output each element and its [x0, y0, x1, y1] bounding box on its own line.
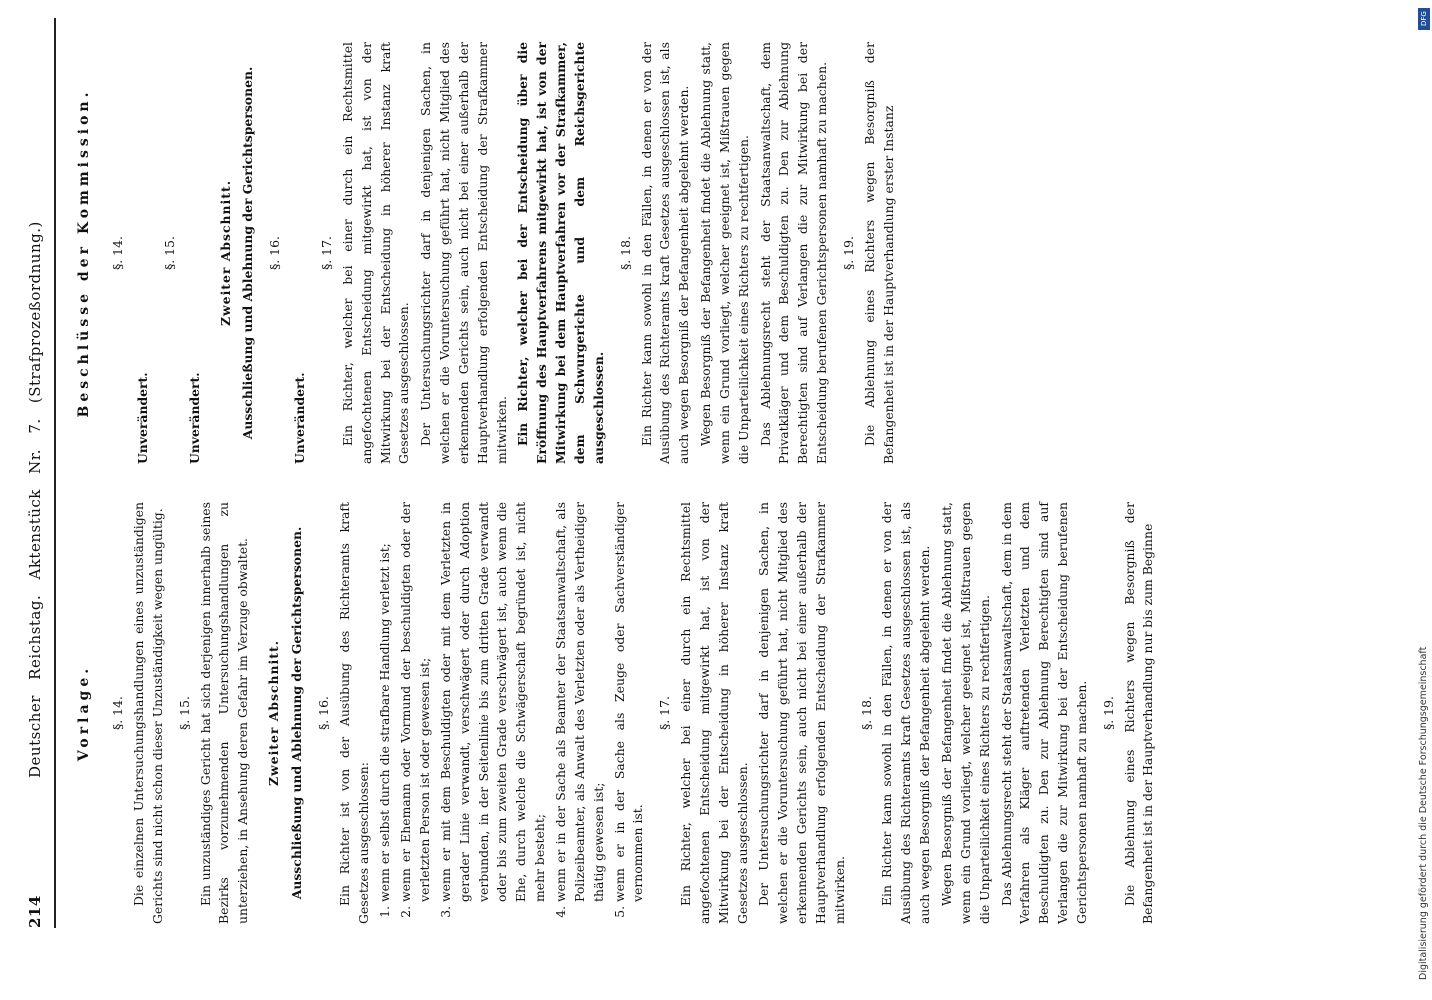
paragraph-text: Ein Richter, welcher bei einer durch ein Rechtsmittel angefochtenen Entscheidung mitgewirkt hat, ist von der Mitwirkung bei der Entscheidung in höherer Instanz kraft Gesetzes ausgeschlossen. — [678, 502, 750, 924]
section-title: Zweiter Abschnitt. — [266, 639, 282, 787]
page-number: 214 — [26, 895, 44, 928]
unchanged-note: Unverändert. — [186, 372, 202, 464]
paragraph-text-added: Ein Richter, welcher bei der Entscheidung über die Eröffnung des Hauptverfahrens mitgewirkt hat, ist von der Mitwirkung bei dem Hauptverfahren vor der Strafkammer, dem Schwurgerichte und dem Reichsgerichte ausgeschlossen. — [515, 42, 606, 464]
paragraph-number: §. 16. — [267, 236, 283, 270]
list-item: 1. wenn er selbst durch die strafbare Handlung verletzt ist; — [376, 502, 395, 902]
paragraph-text: Das Ablehnungsrecht steht der Staatsanwaltschaft, dem Privatkläger und dem Beschuldigten zu. Den zur Ablehnung Berechtigten sind auf Verlangen die zur Mitwirkung bei der Entscheidung berufenen Gerichtspersonen namhaft zu machen. — [757, 42, 830, 464]
paragraph-text: Die einzelnen Untersuchungshandlungen eines unzuständigen Gerichts sind nicht schon dieser Unzuständigkeit wegen ungültig. — [131, 502, 165, 924]
column-beschluesse — [66, 38, 901, 468]
paragraph-text: Die Ablehnung eines Richters wegen Besorgniß der Befangenheit ist in der Hauptverhandlung erster Instanz — [861, 42, 896, 464]
list-item: 5. wenn er in der Sache als Zeuge oder Sachverständiger vernommen ist. — [611, 502, 649, 902]
paragraph-number: §. 15. — [176, 696, 192, 730]
dfg-logo: DFG — [1418, 8, 1430, 30]
column-vorlage — [66, 498, 1161, 928]
list-item: 2. wenn er Ehemann oder Vormund der beschuldigten oder der verletzten Person ist oder gewesen ist; — [397, 502, 435, 902]
paragraph-text: Ein Richter ist von der Ausübung des Richteramts kraft Gesetzes ausgeschlossen: — [336, 502, 371, 924]
header-rule — [54, 18, 56, 928]
section-subtitle: Ausschließung und Ablehnung der Gerichtspersonen. — [289, 526, 305, 900]
paragraph-number: §. 19. — [1100, 696, 1116, 730]
column-heading: Beschlüsse der Kommission. — [76, 88, 92, 418]
paragraph-number: §. 18. — [858, 696, 874, 730]
digitization-note: Digitalisierung gefördert durch die Deutsche Forschungsgemeinschaft — [1418, 646, 1429, 980]
paragraph-text: Der Untersuchungsrichter darf in denjenigen Sachen, in welchen er die Voruntersuchung geführt hat, nicht Mitglied des erkennenden Gerichts sein, auch nicht bei einer außerhalb der Hauptverhandlung erfolgenden Entscheidung der Strafkammer mitwirken. — [756, 502, 847, 924]
document-page — [18, 18, 1318, 928]
paragraph-number: §. 17. — [319, 236, 335, 270]
paragraph-number: §. 17. — [657, 696, 673, 730]
exclusion-list — [376, 502, 648, 924]
paragraph-text: Wegen Besorgniß der Befangenheit findet die Ablehnung statt, wenn ein Grund vorliegt, welcher geeignet ist, Mißtrauen gegen die Unparteilichkeit eines Richters zu rechtfertigen. — [698, 42, 751, 464]
paragraph-number: §. 15. — [161, 236, 177, 270]
unchanged-note: Unverändert. — [292, 372, 308, 464]
column-heading: Vorlage. — [76, 664, 92, 762]
paragraph-text: Ein Richter kann sowohl in den Fällen, in denen er von der Ausübung des Richteramts kraft Gesetzes ausgeschlossen ist, als auch wegen Besorgniß der Befangenheit abgelehnt werden. — [879, 502, 933, 924]
paragraph-number: §. 14. — [110, 236, 126, 270]
page-header — [18, 18, 52, 928]
paragraph-number: §. 18. — [617, 236, 633, 270]
paragraph-number: §. 14. — [110, 696, 126, 730]
paragraph-number: §. 19. — [840, 236, 856, 270]
page-title: Deutscher Reichstag. Aktenstück Nr. 7. (Strafprozeßordnung.) — [26, 221, 44, 778]
paragraph-number: §. 16. — [315, 696, 331, 730]
paragraph-text: Wegen Besorgniß der Befangenheit findet die Ablehnung statt, wenn ein Grund vorliegt, welcher geeignet ist, Mißtrauen gegen die Unparteilichkeit eines Richters zu rechtfertigen. — [939, 502, 992, 924]
paragraph-text: Der Untersuchungsrichter darf in denjenigen Sachen, in welchen er die Voruntersuchung geführt hat, nicht Mitglied des erkennenden Gerichts sein, auch nicht bei einer außerhalb der Hauptverhandlung erfolgenden Entscheidung der Strafkammer mitwirken. — [418, 42, 509, 464]
paragraph-text: Ein unzuständiges Gericht hat sich derjenigen innerhalb seines Bezirks vorzunehmenden Untersuchungshandlungen zu unterziehen, in Ansehung deren Gefahr im Verzuge obwaltet. — [197, 502, 251, 924]
paragraph-text: Ein Richter kann sowohl in den Fällen, in denen er von der Ausübung des Richteramts kraft Gesetzes ausgeschlossen ist, als auch wegen Besorgniß der Befangenheit abgelehnt werden. — [638, 42, 692, 464]
section-title: Zweiter Abschnitt. — [217, 179, 233, 327]
paragraph-text: Die Ablehnung eines Richters wegen Besorgniß der Befangenheit ist in der Hauptverhandlung nur bis zum Beginne — [1121, 502, 1156, 924]
section-subtitle: Ausschließung und Ablehnung der Gerichtspersonen. — [240, 66, 256, 440]
paragraph-text: Das Ablehnungsrecht steht der Staatsanwaltschaft, dem in dem Verfahren als Kläger auftretenden Verletzten und dem Beschuldigten zu. Den zur Ablehnung Berechtigten sind auf Verlangen die zur Mitwirkung bei der Entscheidung berufenen Gerichtspersonen namhaft zu machen. — [998, 502, 1089, 924]
list-item: 3. wenn er mit dem Beschuldigten oder mit dem Verletzten in gerader Linie verwandt, verschwägert oder durch Adoption verbunden, in der Seitenlinie bis zum dritten Grade verwandt oder bis zum zweiten Grade verschwägert ist, auch wenn die Ehe, durch welche die Schwägerschaft begründet ist, nicht mehr besteht; — [437, 502, 550, 902]
paragraph-text: Ein Richter, welcher bei einer durch ein Rechtsmittel angefochtenen Entscheidung mitgewirkt hat, ist von der Mitwirkung bei der Entscheidung in höherer Instanz kraft Gesetzes ausgeschlossen. — [339, 42, 412, 464]
unchanged-note: Unverändert. — [135, 372, 151, 464]
list-item: 4. wenn er in der Sache als Beamter der Staatsanwaltschaft, als Polizeibeamter, als Anwalt des Verletzten oder als Vertheidiger thätig gewesen ist; — [552, 502, 609, 902]
